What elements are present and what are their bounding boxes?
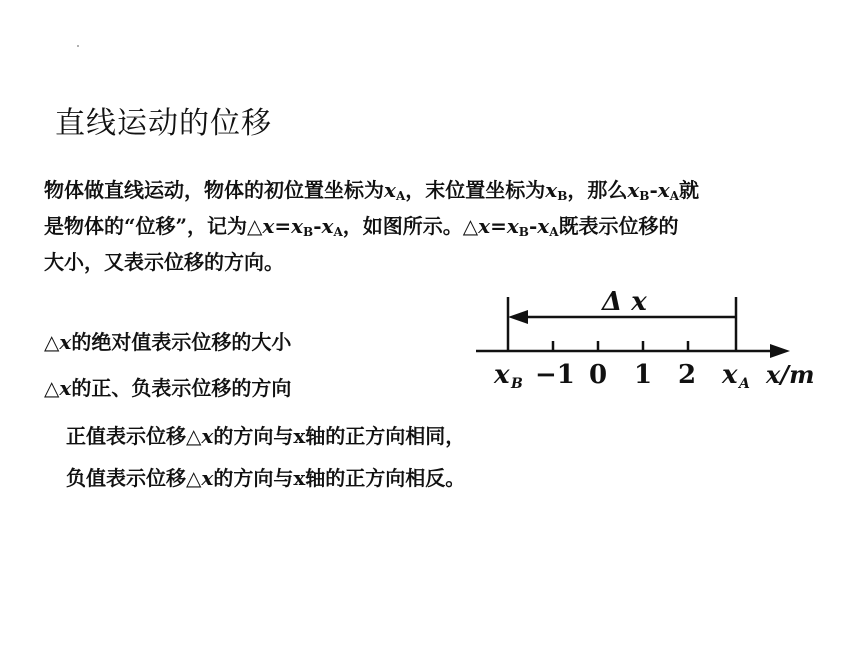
var: x [321, 214, 334, 238]
delta-symbol: △ [44, 330, 60, 354]
text: ，末位置坐标为 [405, 178, 546, 202]
text: ，如图所示。△ [342, 214, 479, 238]
tick-label-xa-sub: A [739, 376, 750, 392]
page-title: 直线运动的位移 [55, 106, 272, 141]
text: 的方向与x轴的正方向相反。 [213, 466, 466, 490]
var: x [545, 178, 558, 202]
tick-label-2: 2 [678, 360, 697, 390]
tick-label-xa: x [722, 360, 738, 390]
tick-label-xb: x [494, 360, 510, 390]
var: x [59, 376, 72, 400]
tick-label-minus-1: −1 [535, 360, 575, 390]
delta-symbol: △ [44, 376, 60, 400]
var: x [506, 214, 519, 238]
subscript: B [303, 225, 314, 239]
tick-label-xb-sub: B [511, 376, 523, 392]
var: x [201, 466, 214, 490]
var: x [291, 214, 304, 238]
var: x [201, 424, 214, 448]
var: x [59, 330, 72, 354]
subscript: B [639, 189, 650, 203]
tick-label-1: 1 [634, 360, 653, 390]
subscript: A [669, 189, 679, 203]
var: x [537, 214, 550, 238]
subscript: A [395, 189, 406, 203]
subscript: A [549, 225, 559, 239]
axis-unit-label: x/m [766, 360, 815, 389]
x-axis-arrow-head [770, 344, 790, 358]
text: 正值表示位移△ [66, 424, 202, 448]
text: = [490, 214, 507, 238]
delta-x-label: Δ x [602, 287, 647, 317]
text: - [313, 214, 322, 238]
text: 的正、负表示位移的方向 [71, 376, 292, 400]
text: 就 [679, 178, 699, 202]
text: 负值表示位移△ [66, 466, 202, 490]
text: - [528, 214, 538, 238]
var: x [262, 214, 275, 238]
var: x [384, 178, 396, 202]
paragraph-line-3: 大小，又表示位移的方向。 [44, 250, 284, 274]
text: 的方向与x轴的正方向相同， [213, 424, 466, 448]
text: = [274, 214, 292, 238]
subscript: B [518, 225, 529, 239]
var: x [478, 214, 491, 238]
var: x [627, 178, 640, 202]
text: ，那么 [567, 178, 628, 202]
subscript: A [333, 225, 343, 239]
tick-label-0: 0 [589, 360, 608, 390]
text: 是物体的“位移”，记为△ [44, 214, 263, 238]
text: 既表示位移的 [558, 214, 679, 238]
text: 物体做直线运动，物体的初位置坐标为 [44, 178, 384, 202]
text: - [649, 178, 658, 202]
text: 的绝对值表示位移的大小 [71, 330, 292, 354]
displacement-arrow-head [508, 310, 528, 324]
subscript: B [557, 189, 568, 203]
var: x [657, 178, 670, 202]
